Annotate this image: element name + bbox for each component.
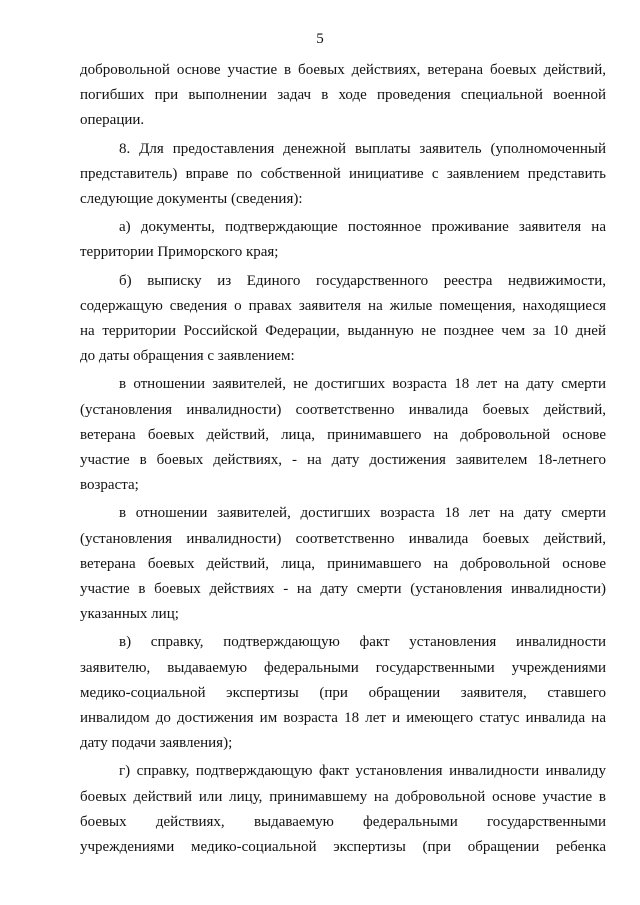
text-line: участие в боевых действиях - на дату смерти (установления инвалидности) (80, 581, 606, 598)
text-line: представитель) вправе по собственной инициативе с заявлением представить (80, 165, 606, 182)
text-line: погибших при выполнении задач в ходе проведения специальной военной (80, 87, 606, 104)
text-line: до даты обращения с заявлением: (80, 348, 295, 365)
paragraph-item-a (80, 215, 606, 265)
text-line: б) выписку из Единого государственного реестра недвижимости, (119, 272, 606, 289)
text-line: в отношении заявителей, не достигших возраста 18 лет на дату смерти (119, 376, 606, 393)
text-line: (установления инвалидности) соответственно инвалида боевых действий, (80, 401, 606, 418)
text-line: указанных лиц; (80, 606, 179, 623)
text-line: в отношении заявителей, достигших возраста 18 лет на дату смерти (119, 505, 606, 522)
text-line: территории Приморского края; (80, 244, 279, 261)
text-line: ветерана боевых действий, лица, принимавшего на добровольной основе (80, 426, 606, 443)
text-line: заявителю, выдаваемую федеральными государственными учреждениями (80, 659, 606, 676)
text-line: боевых действий или лицу, принимавшему на добровольной основе участие в (80, 788, 606, 805)
text-line: в) справку, подтверждающую факт установления инвалидности (119, 634, 606, 651)
text-line: содержащую сведения о правах заявителя на жилые помещения, находящиеся (80, 297, 606, 314)
paragraph-item-b (80, 269, 606, 370)
text-line: боевых действиях, выдаваемую федеральными государственными (80, 813, 606, 830)
text-line: добровольной основе участие в боевых действиях, ветерана боевых действий, (80, 62, 606, 78)
text-line: возраста; (80, 477, 139, 494)
text-line: 8. Для предоставления денежной выплаты заявитель (уполномоченный (119, 140, 606, 157)
paragraph-continuation (80, 58, 606, 134)
text-line: операции. (80, 112, 145, 129)
document-body (80, 58, 606, 860)
paragraph-item-v (80, 630, 606, 756)
text-line: участие в боевых действиях, - на дату достижения заявителем 18-летнего (80, 452, 606, 469)
paragraph-clause-8 (80, 137, 606, 213)
page-number: 5 (316, 31, 324, 47)
text-line: на территории Российской Федерации, выданную не позднее чем за 10 дней (80, 323, 606, 340)
text-line: г) справку, подтверждающую факт установления инвалидности инвалиду (119, 763, 606, 780)
text-line: (установления инвалидности) соответственно инвалида боевых действий, (80, 530, 606, 547)
paragraph-item-g (80, 759, 606, 860)
text-line: ветерана боевых действий, лица, принимавшего на добровольной основе (80, 555, 606, 572)
text-line: а) документы, подтверждающие постоянное проживание заявителя на (119, 219, 606, 236)
text-line: медико-социальной экспертизы (при обращении заявителя, ставшего (80, 684, 606, 701)
paragraph-under-18 (80, 372, 606, 498)
text-line: учреждениями медико-социальной экспертизы (при обращении ребенка (80, 839, 606, 856)
text-line: дату подачи заявления); (80, 735, 233, 752)
text-line: инвалидом до достижения им возраста 18 лет и имеющего статус инвалида на (80, 710, 606, 727)
paragraph-over-18 (80, 501, 606, 627)
text-line: следующие документы (сведения): (80, 191, 303, 208)
